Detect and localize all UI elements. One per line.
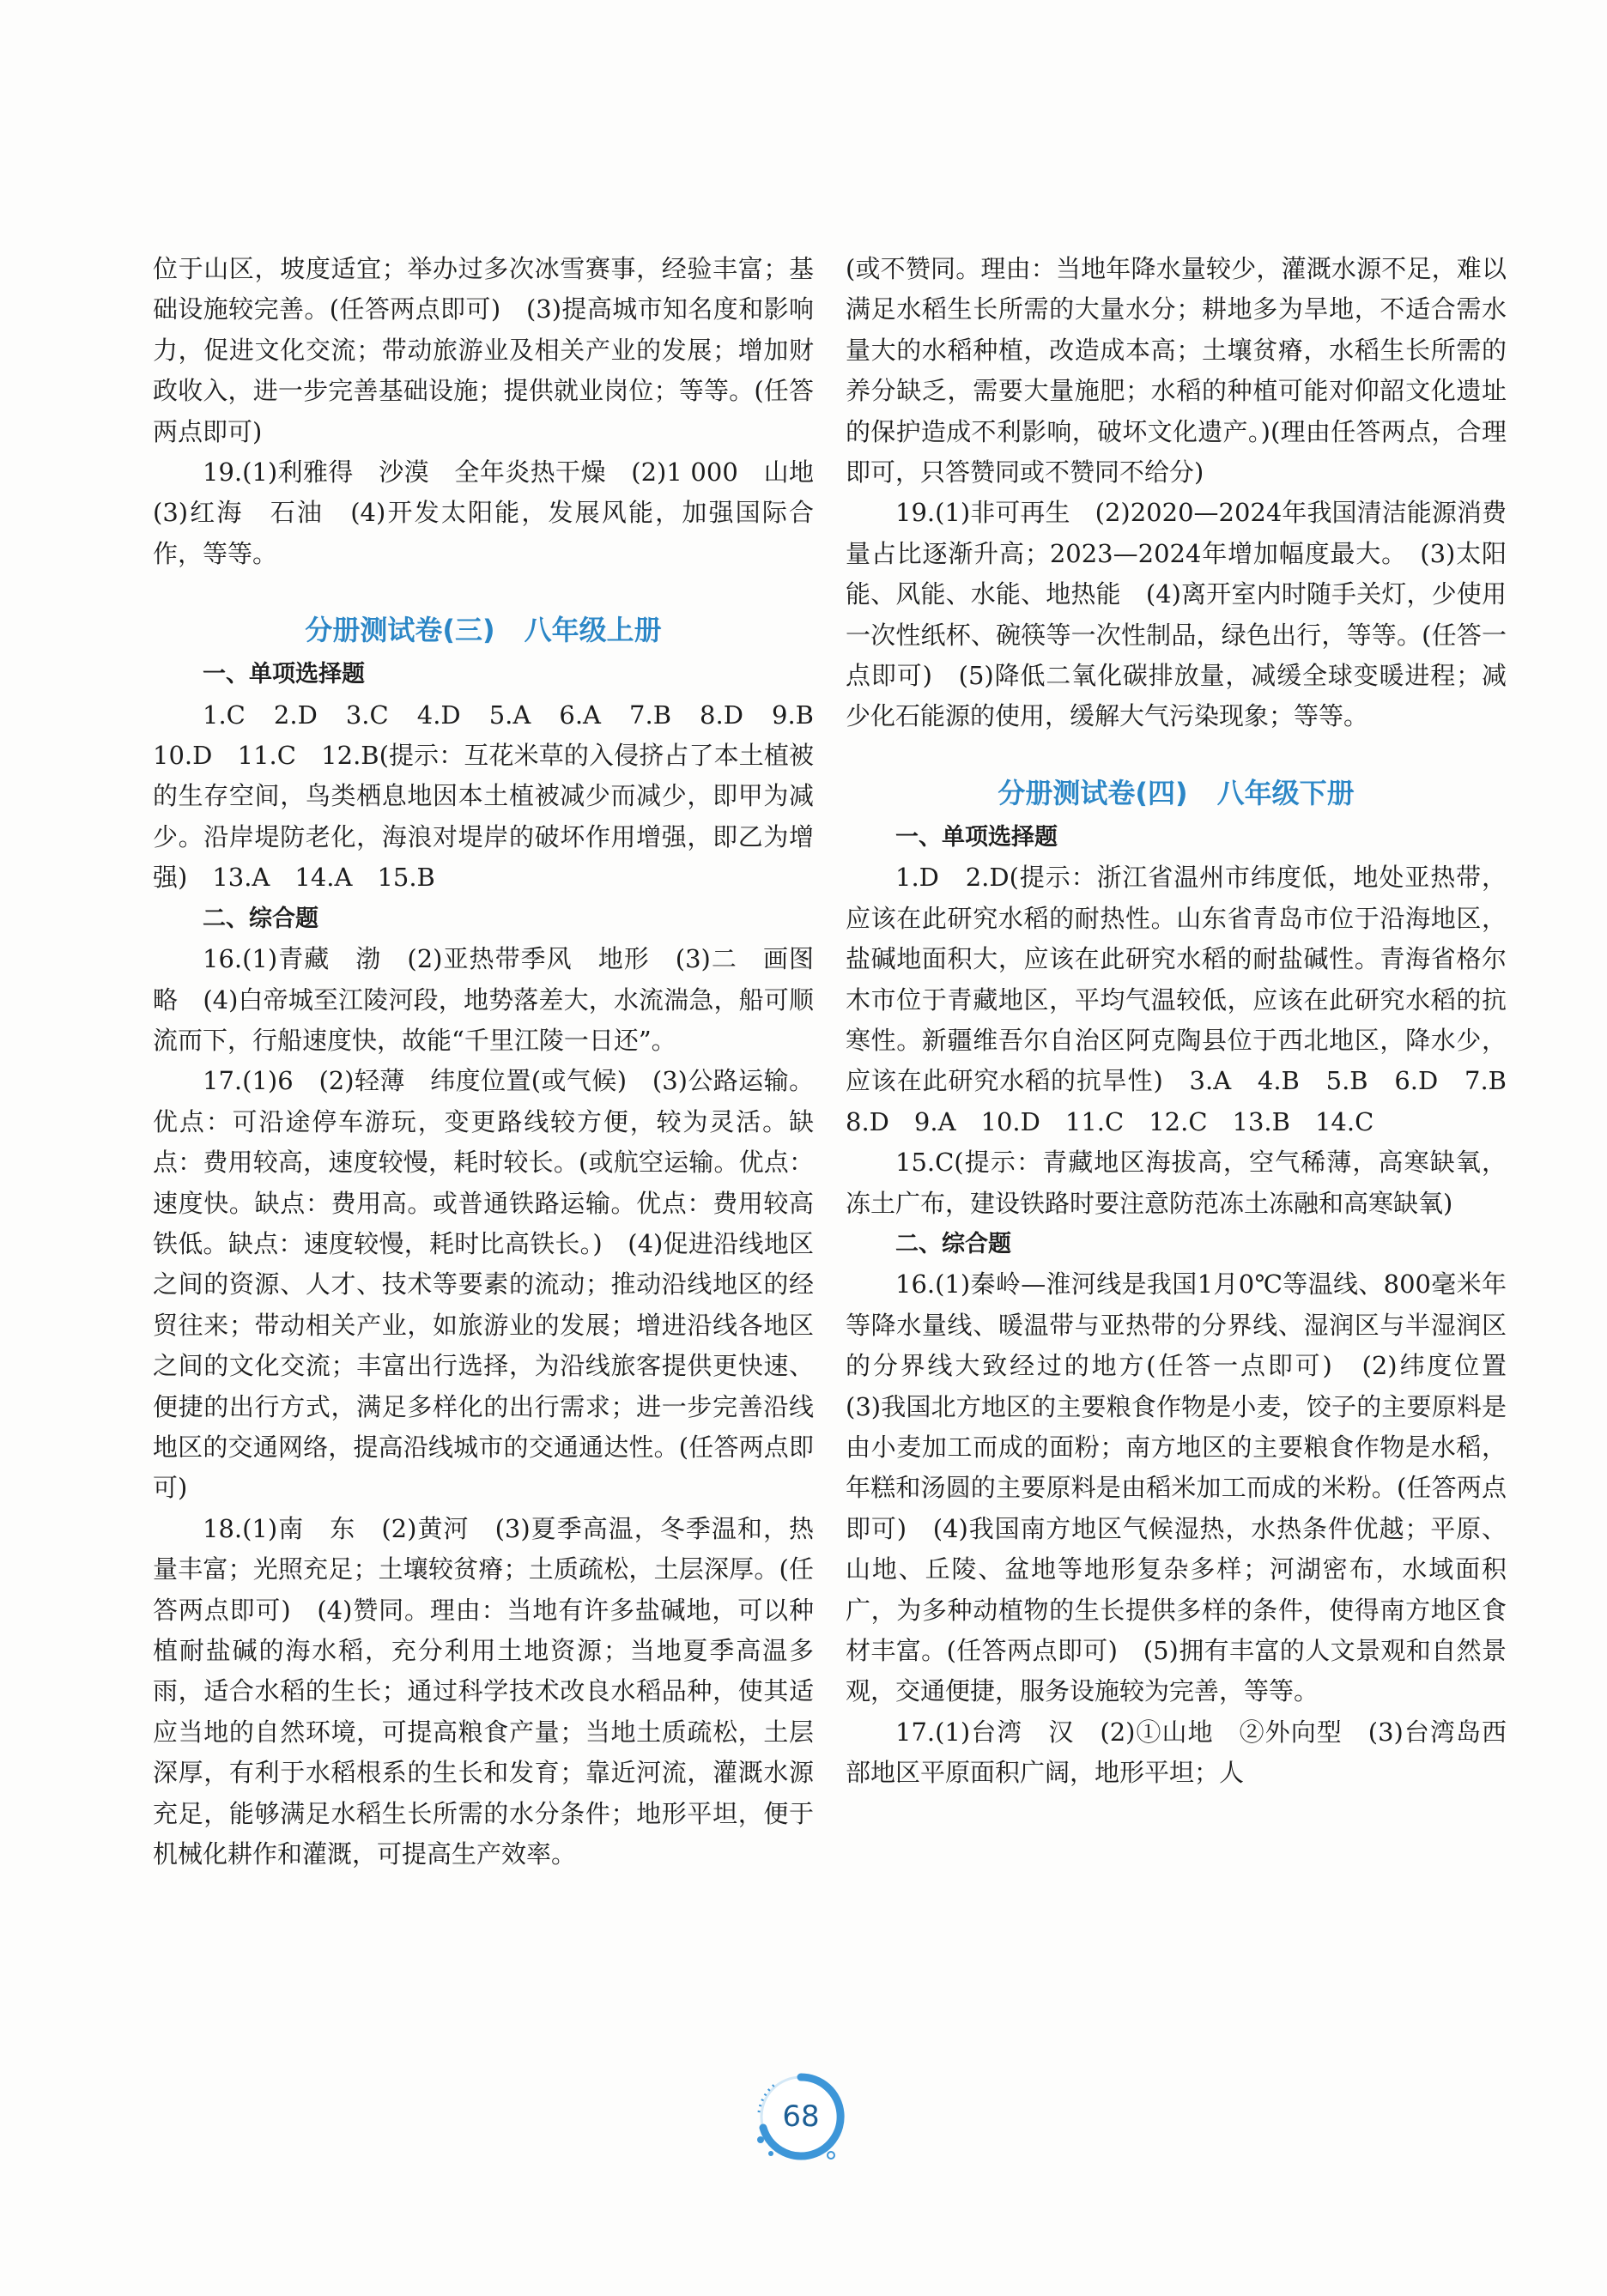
left-answer-16: 16.(1)青藏 渤 (2)亚热带季风 地形 (3)二 画图略 (4)白帝城至江陵河段，地势落差大，水流湍急，船可顺流而下，行船速度快，故能“千里江陵一日还”。 xyxy=(153,944,814,1055)
page-number: 68 xyxy=(782,2099,820,2134)
left-paragraph-1: 位于山区，坡度适宜；举办过多次冰雪赛事，经验丰富；基础设施较完善。(任答两点即可) (3)提高城市知名度和影响力，促进文化交流；带动旅游业及相关产业的发展；增加财政收入，进一步完善基础设施；提供就业岗位；等等。(任答两点即可) xyxy=(153,254,814,446)
right-subsection-comprehensive: 二、综合题 xyxy=(895,1230,1011,1257)
right-answer-16: 16.(1)秦岭—淮河线是我国1月0℃等温线、800毫米年等降水量线、暖温带与亚热带的分界线、湿润区与半湿润区的分界线大致经过的地方(任答一点即可) (2)纬度位置 (3)我国北方地区的主要粮食作物是小麦，饺子的主要原料是由小麦加工而成的面粉；南方地区的主要粮食作物是水稻，年糕和汤圆的主要原料是由稻米加工而成的米粉。(任答两点即可) (4)我国南方地区气候湿热，水热条件优越；平原、山地、丘陵、盆地等地形复杂多样；河湖密布，水域面积广，为多种动植物的生长提供多样的条件，使得南方地区食材丰富。(任答两点即可) (5)拥有丰富的人文景观和自然景观，交通便捷，服务设施较为完善，等等。 xyxy=(846,1269,1532,1706)
section-heading-4-grade: 八年级下册 xyxy=(1216,776,1355,809)
section-heading-3-grade: 八年级上册 xyxy=(524,614,662,647)
left-choice-answers: 1.C 2.D 3.C 4.D 5.A 6.A 7.B 8.D 9.B 10.D 11.C 12.B(提示：互花米草的入侵挤占了本土植被的生存空间，鸟类栖息地因本土植被减少而减少，即甲为减少。沿岸堤防老化，海浪对堤岸的破坏作用增强，即乙为增强) 13.A 14.A 15.B xyxy=(153,700,840,893)
right-paragraph-1: (或不赞同。理由：当地年降水量较少，灌溉水源不足，难以满足水稻生长所需的大量水分；耕地多为旱地，不适合需水量大的水稻种植，改造成本高；土壤贫瘠，水稻生长所需的养分缺乏，需要大量施肥；水稻的种植可能对仰韶文化遗址的保护造成不利影响，破坏文化遗产。)(理由任答两点，合理即可，只答赞同或不赞同不给分) xyxy=(846,254,1507,488)
right-answer-15: 15.C(提示：青藏地区海拔高，空气稀薄，高寒缺氧，冻土广布，建设铁路时要注意防范冻土冻融和高寒缺氧) xyxy=(846,1148,1507,1218)
left-answer-18: 18.(1)南 东 (2)黄河 (3)夏季高温，冬季温和，热量丰富；光照充足；土壤较贫瘠；土质疏松，土层深厚。(任答两点即可) (4)赞同。理由：当地有许多盐碱地，可以种植耐盐碱的海水稻，充分利用土地资源；当地夏季高温多雨，适合水稻的生长；通过科学技术改良水稻品种，使其适应当地的自然环境，可提高粮食产量；当地土质疏松，土层深厚，有利于水稻根系的生长和发育；靠近河流，灌溉水源充足，能够满足水稻生长所需的水分条件；地形平坦，便于机械化耕作和灌溉，可提高生产效率。 xyxy=(153,1513,814,1869)
left-subsection-choice: 一、单项选择题 xyxy=(203,661,365,688)
section-heading-3-title: 分册测试卷(三) xyxy=(305,614,495,647)
right-column xyxy=(846,249,1532,1794)
section-heading-4-title: 分册测试卷(四) xyxy=(998,776,1188,809)
right-subsection-choice: 一、单项选择题 xyxy=(895,823,1058,851)
left-answer-17: 17.(1)6 (2)轻薄 纬度位置(或气候) (3)公路运输。优点：可沿途停车游玩，变更路线较方便，较为灵活。缺点：费用较高，速度较慢，耗时较长。(或航空运输。优点：速度快。缺点：费用高。或普通铁路运输。优点：费用较高铁低。缺点：速度较慢，耗时比高铁长。) (4)促进沿线地区之间的资源、人才、技术等要素的流动；推动沿线地区的经贸往来；带动相关产业，如旅游业的发展；增进沿线各地区之间的文化交流；丰富出行选择，为沿线旅客提供更快速、便捷的出行方式，满足多样化的出行需求；进一步完善沿线地区的交通网络，提高沿线城市的交通通达性。(任答两点即可) xyxy=(153,1066,814,1503)
section-heading-4 xyxy=(846,773,1507,814)
section-heading-3 xyxy=(153,610,814,651)
left-answer-19: 19.(1)利雅得 沙漠 全年炎热干燥 (2)1 000 山地 (3)红海 石油 (4)开发太阳能，发展风能，加强国际合作，等等。 xyxy=(153,457,840,568)
left-column xyxy=(153,249,840,1875)
right-choice-answers: 1.D 2.D(提示：浙江省温州市纬度低，地处亚热带，应该在此研究水稻的耐热性。山东省青岛市位于沿海地区，盐碱地面积大，应该在此研究水稻的耐盐碱性。青海省格尔木市位于青藏地区，平均气温较低，应该在此研究水稻的抗寒性。新疆维吾尔自治区阿克陶县位于西北地区，降水少，应该在此研究水稻的抗旱性) 3.A 4.B 5.B 6.D 7.B 8.D 9.A 10.D 11.C 12.C 13.B 14.C xyxy=(846,863,1532,1136)
left-subsection-comprehensive: 二、综合题 xyxy=(203,905,318,932)
right-answer-19: 19.(1)非可再生 (2)2020—2024年我国清洁能源消费量占比逐渐升高；2023—2024年增加幅度最大。 (3)太阳能、风能、水能、地热能 (4)离开室内时随手关灯，少使用一次性纸杯、碗筷等一次性制品，绿色出行，等等。(任答一点即可) (5)降低二氧化碳排放量，减缓全球变暖进程；减少化石能源的使用，缓解大气污染现象；等等。 xyxy=(846,498,1507,731)
right-answer-17: 17.(1)台湾 汉 (2)①山地 ②外向型 (3)台湾岛西部地区平原面积广阔，地形平坦；人 xyxy=(846,1717,1507,1788)
page-number-badge xyxy=(749,2064,853,2169)
